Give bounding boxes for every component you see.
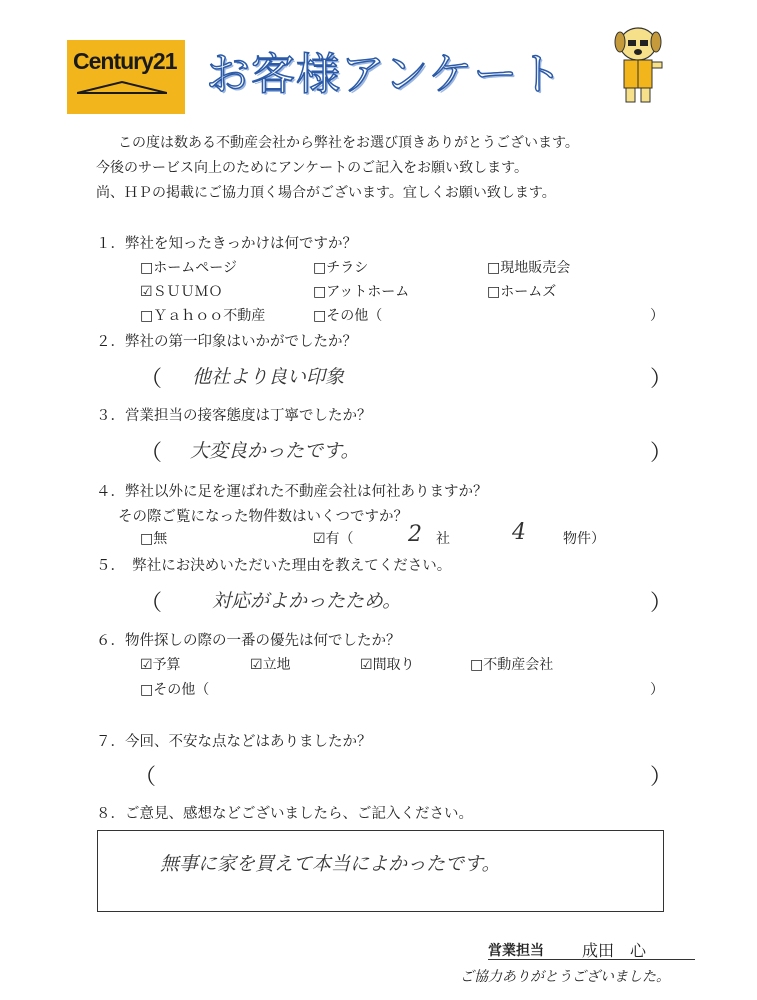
- checkbox[interactable]: □: [487, 260, 501, 276]
- logo-text: Century21: [73, 48, 177, 74]
- q2-open-paren: （: [140, 367, 163, 392]
- q4-property-unit: 物件）: [563, 531, 605, 547]
- q7-open-paren: （: [134, 765, 157, 790]
- option-label: 予算: [152, 657, 181, 673]
- intro-line-3: 尚、ＨＰの掲載にご協力頂く場合がございます。宜しくお願い致します。: [96, 185, 556, 201]
- intro-line-1: この度は数ある不動産会社から弊社をお選び頂きありがとうございます。: [118, 135, 579, 151]
- checkbox[interactable]: □: [140, 260, 154, 276]
- q1-label: １．弊社を知ったきっかけは何ですか？: [96, 236, 357, 252]
- thanks-message: ご協力ありがとうございました。: [460, 969, 670, 985]
- dog-mascot-icon: [608, 22, 668, 106]
- signature-line: [488, 959, 695, 960]
- option-label: ホームズ: [500, 284, 557, 300]
- q4-company-unit: 社: [436, 531, 450, 547]
- checkbox[interactable]: □: [313, 260, 327, 276]
- q4-option-none[interactable]: □無: [140, 531, 168, 547]
- option-label: ホームページ: [153, 260, 237, 276]
- q1-option-athome[interactable]: [313, 281, 409, 301]
- q5-answer[interactable]: 対応がよかったため。: [212, 590, 402, 612]
- checkbox[interactable]: □: [487, 284, 501, 300]
- q3-open-paren: （: [140, 441, 163, 466]
- option-label: 現地販売会: [500, 260, 571, 276]
- q1-option-homepage[interactable]: [140, 257, 237, 277]
- intro-line-2: 今後のサービス向上のためにアンケートのご記入をお願い致します。: [96, 160, 529, 176]
- q4-property-count[interactable]: 4: [512, 520, 526, 545]
- q1-option-open-house[interactable]: [487, 257, 570, 277]
- q3-close-paren: ）: [650, 441, 673, 466]
- option-label: アットホーム: [326, 284, 410, 300]
- q4-label-2: その際ご覧になった物件数はいくつですか？: [118, 509, 408, 525]
- checkbox[interactable]: □: [470, 657, 484, 673]
- q2-label: ２．弊社の第一印象はいかがでしたか？: [96, 334, 357, 350]
- q8-comment-box[interactable]: [97, 830, 664, 912]
- q7-label: ７．今回、不安な点などはありましたか？: [96, 734, 372, 750]
- q6-option-other[interactable]: [140, 679, 209, 699]
- option-label: その他（: [326, 308, 383, 324]
- q7-close-paren: ）: [650, 765, 673, 790]
- q2-close-paren: ）: [650, 367, 673, 392]
- q5-label: ５． 弊社にお決めいただいた理由を教えてください。: [96, 558, 452, 574]
- q6-option-company[interactable]: [470, 654, 553, 674]
- checkbox[interactable]: □: [313, 284, 327, 300]
- q4-label: ４．弊社以外に足を運ばれた不動産会社は何社ありますか？: [96, 484, 488, 500]
- staff-label: 営業担当: [488, 943, 544, 959]
- option-label: 不動産会社: [483, 657, 554, 673]
- q8-answer[interactable]: 無事に家を買えて本当によかったです。: [160, 853, 501, 875]
- q6-label: ６．物件探しの際の一番の優先は何でしたか？: [96, 633, 401, 649]
- q1-option-yahoo[interactable]: [140, 305, 265, 325]
- q1-option-suumo[interactable]: [140, 281, 223, 301]
- option-label: 間取り: [372, 657, 415, 673]
- q3-label: ３．営業担当の接客態度は丁寧でしたか？: [96, 408, 372, 424]
- checkbox[interactable]: ☑: [360, 657, 373, 673]
- q5-open-paren: （: [140, 591, 163, 616]
- q6-close-paren: ）: [650, 682, 664, 698]
- option-label: 立地: [262, 657, 291, 673]
- checkbox[interactable]: ☑: [140, 284, 153, 300]
- q6-option-floorplan[interactable]: [360, 654, 415, 674]
- staff-name: 成田 心: [582, 941, 647, 960]
- option-label: Ｙａｈｏｏ不動産: [153, 308, 266, 324]
- q8-label: ８．ご意見、感想などございましたら、ご記入ください。: [96, 806, 473, 822]
- page-title: お客様アンケート: [206, 49, 564, 100]
- q1-option-other[interactable]: [313, 305, 382, 325]
- q2-answer[interactable]: 他社より良い印象: [192, 366, 345, 388]
- checkbox[interactable]: □: [140, 682, 154, 698]
- q1-option-homes[interactable]: [487, 281, 556, 301]
- q1-option-flyer[interactable]: [313, 257, 368, 277]
- house-roof-icon: [77, 80, 167, 94]
- q4-company-count[interactable]: 2: [408, 522, 422, 547]
- q6-option-location[interactable]: [250, 654, 291, 674]
- option-label: チラシ: [326, 260, 369, 276]
- option-label: ＳＵＵＭＯ: [152, 284, 223, 300]
- option-label: その他（: [153, 682, 210, 698]
- q5-close-paren: ）: [650, 591, 673, 616]
- checkbox[interactable]: ☑: [140, 657, 153, 673]
- checkbox[interactable]: ☑: [250, 657, 263, 673]
- century21-logo: [67, 40, 185, 114]
- checkbox[interactable]: □: [313, 308, 327, 324]
- q4-option-yes[interactable]: ☑有（: [313, 531, 354, 547]
- q6-option-budget[interactable]: [140, 654, 181, 674]
- q1-close-paren: ）: [650, 308, 664, 324]
- checkbox[interactable]: □: [140, 308, 154, 324]
- q3-answer[interactable]: 大変良かったです。: [190, 440, 360, 462]
